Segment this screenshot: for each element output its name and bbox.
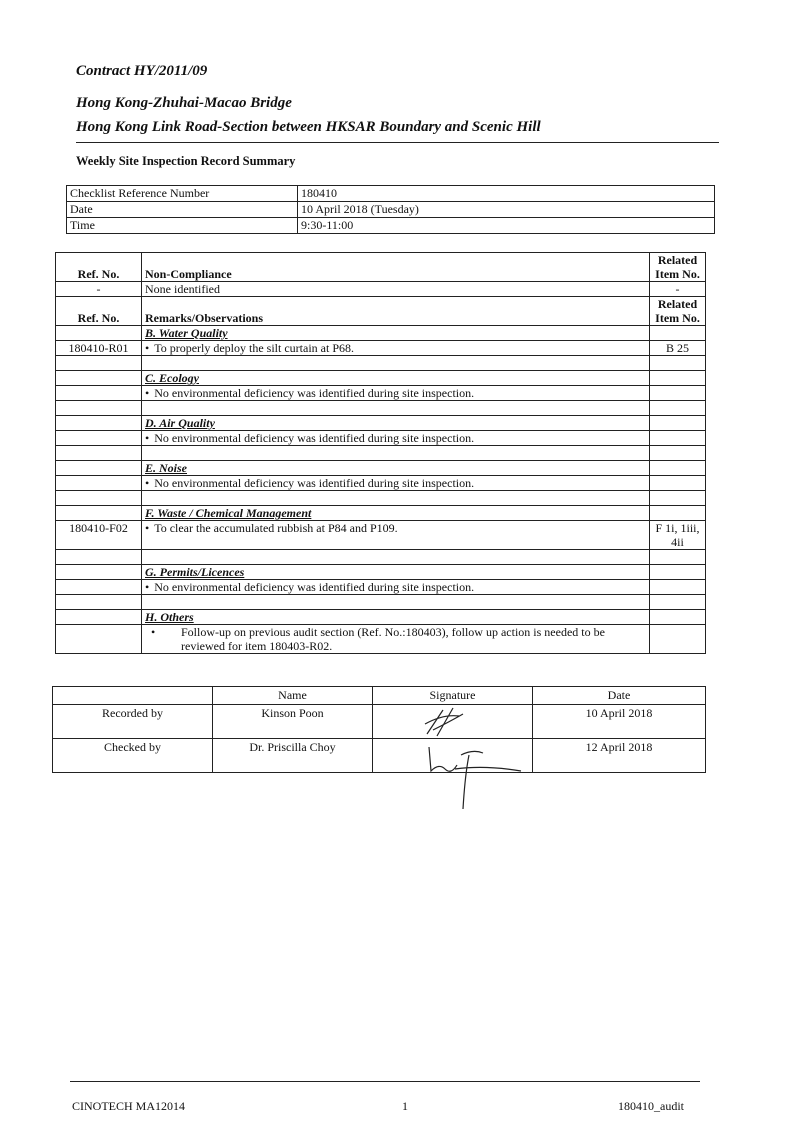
section-row <box>56 371 706 386</box>
signature-1 <box>419 706 479 738</box>
remark-cell: • To clear the accumulated rubbish at P84 and P109. <box>142 521 650 550</box>
table-row <box>56 431 706 446</box>
ref-cell: 180410-F02 <box>56 521 142 550</box>
page-number: 1 <box>402 1099 408 1113</box>
spacer-row <box>56 446 706 461</box>
info-label: Time <box>67 218 298 234</box>
ref-header: Ref. No. <box>56 297 142 326</box>
table-header-row <box>56 253 706 282</box>
signature-header: Signature <box>373 687 533 705</box>
footer-left: CINOTECH MA12014 <box>72 1099 185 1113</box>
table-row <box>67 186 715 202</box>
footer-divider <box>70 1081 700 1082</box>
table-row <box>67 218 715 234</box>
info-label: Checklist Reference Number <box>67 186 298 202</box>
project-title: Hong Kong-Zhuhai-Macao Bridge <box>76 95 292 111</box>
contract-number: Contract HY/2011/09 <box>76 63 208 79</box>
role-cell: Checked by <box>53 739 213 773</box>
table-row <box>56 521 706 550</box>
date-cell: 12 April 2018 <box>533 739 706 773</box>
section-title: F. Waste / Chemical Management <box>142 506 650 521</box>
item-cell: F 1i, 1iii, 4ii <box>650 521 706 550</box>
desc-cell: None identified <box>142 282 650 297</box>
item-cell: B 25 <box>650 341 706 356</box>
spacer-row <box>56 356 706 371</box>
section-row <box>56 565 706 580</box>
section-title: E. Noise <box>142 461 650 476</box>
spacer-row <box>56 550 706 565</box>
remark-cell: • Follow-up on previous audit section (Ref. No.:180403), follow up action is needed to be reviewed for item 180403-R02. <box>142 625 650 654</box>
info-value: 180410 <box>298 186 715 202</box>
ref-header: Ref. No. <box>56 253 142 282</box>
role-cell: Recorded by <box>53 705 213 739</box>
spacer-row <box>56 595 706 610</box>
table-row <box>67 202 715 218</box>
signature-2 <box>425 745 535 811</box>
section-title: C. Ecology <box>142 371 650 386</box>
spacer-row <box>56 401 706 416</box>
section-row <box>56 506 706 521</box>
document-subtitle: Weekly Site Inspection Record Summary <box>76 154 296 168</box>
remark-cell: • No environmental deficiency was identified during site inspection. <box>142 580 650 595</box>
info-value: 9:30-11:00 <box>298 218 715 234</box>
signature-cell <box>373 705 533 739</box>
item-cell: - <box>650 282 706 297</box>
remark-cell: • No environmental deficiency was identified during site inspection. <box>142 386 650 401</box>
table-row <box>56 580 706 595</box>
date-cell: 10 April 2018 <box>533 705 706 739</box>
project-section-title: Hong Kong Link Road-Section between HKSAR Boundary and Scenic Hill <box>76 119 541 135</box>
section-row <box>56 461 706 476</box>
date-header: Date <box>533 687 706 705</box>
footer-right: 180410_audit <box>618 1099 684 1113</box>
table-row <box>56 476 706 491</box>
name-cell: Dr. Priscilla Choy <box>213 739 373 773</box>
signoff-table <box>52 686 706 773</box>
section-title: H. Others <box>142 610 650 625</box>
section-row <box>56 326 706 341</box>
table-row <box>56 625 706 654</box>
table-header-row <box>56 297 706 326</box>
signature-cell <box>373 739 533 773</box>
spacer-row <box>56 491 706 506</box>
section-title: B. Water Quality <box>142 326 650 341</box>
remark-cell: • No environmental deficiency was identified during site inspection. <box>142 476 650 491</box>
table-row <box>56 386 706 401</box>
item-header: Related Item No. <box>650 253 706 282</box>
info-label: Date <box>67 202 298 218</box>
section-row <box>56 416 706 431</box>
table-row <box>56 282 706 297</box>
table-row <box>53 739 706 773</box>
section-title: G. Permits/Licences <box>142 565 650 580</box>
ref-cell: - <box>56 282 142 297</box>
header-divider <box>76 142 719 143</box>
section-row <box>56 610 706 625</box>
ref-cell: 180410-R01 <box>56 341 142 356</box>
info-value: 10 April 2018 (Tuesday) <box>298 202 715 218</box>
noncompliance-header: Non-Compliance <box>142 253 650 282</box>
section-title: D. Air Quality <box>142 416 650 431</box>
item-header: Related Item No. <box>650 297 706 326</box>
remarks-header: Remarks/Observations <box>142 297 650 326</box>
inspection-info-table <box>66 185 715 234</box>
name-header: Name <box>213 687 373 705</box>
findings-table <box>55 252 706 654</box>
remark-cell: • To properly deploy the silt curtain at P68. <box>142 341 650 356</box>
name-cell: Kinson Poon <box>213 705 373 739</box>
table-row <box>53 705 706 739</box>
remark-cell: • No environmental deficiency was identified during site inspection. <box>142 431 650 446</box>
table-row <box>56 341 706 356</box>
table-header-row <box>53 687 706 705</box>
